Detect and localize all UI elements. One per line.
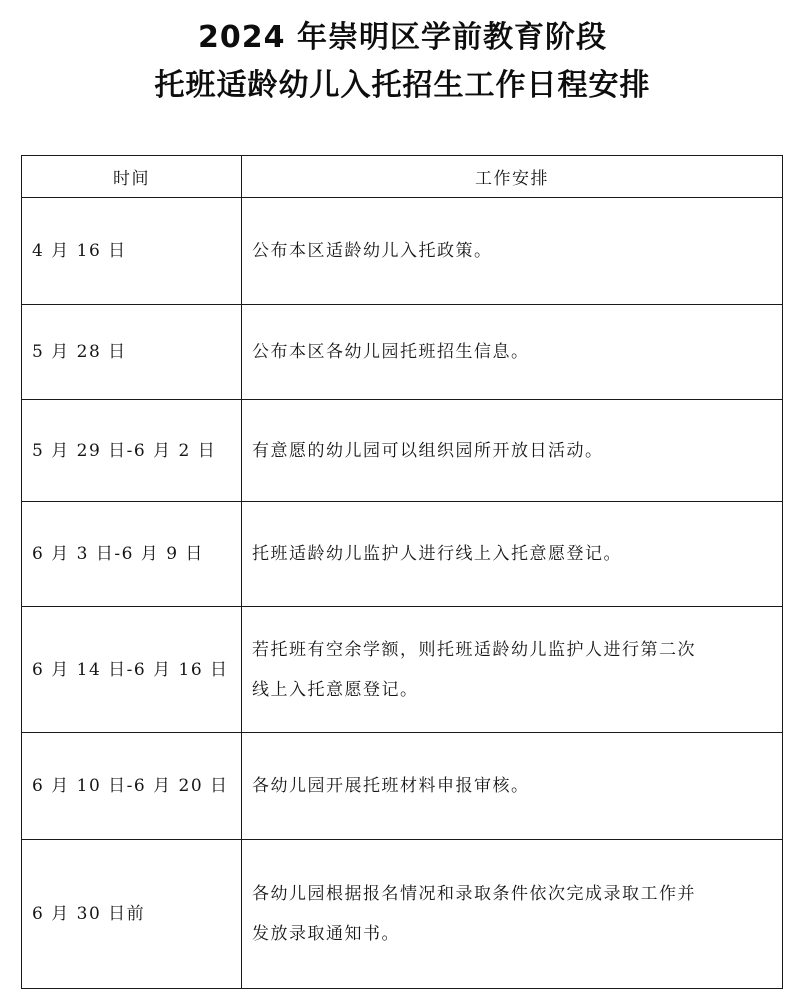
task-line: 公布本区各幼儿园托班招生信息。 bbox=[252, 342, 530, 362]
table-header-row bbox=[22, 156, 783, 198]
task-cell bbox=[242, 607, 783, 733]
time-cell: 6 月 14 日-6 月 16 日 bbox=[22, 607, 242, 733]
time-cell: 6 月 10 日-6 月 20 日 bbox=[22, 733, 242, 840]
task-line: 各幼儿园开展托班材料申报审核。 bbox=[252, 776, 530, 796]
task-line: 线上入托意愿登记。 bbox=[252, 679, 419, 700]
task-line: 若托班有空余学额，则托班适龄幼儿监护人进行第二次 bbox=[252, 639, 696, 660]
title-line-1: 2024 年崇明区学前教育阶段 bbox=[198, 20, 607, 55]
task-line: 有意愿的幼儿园可以组织园所开放日活动。 bbox=[252, 440, 604, 461]
time-cell: 6 月 30 日前 bbox=[22, 840, 242, 989]
task-line: 托班适龄幼儿监护人进行线上入托意愿登记。 bbox=[252, 544, 622, 564]
table-row bbox=[22, 198, 783, 305]
header-time: 时间 bbox=[22, 156, 242, 198]
task-cell bbox=[242, 198, 783, 305]
time-cell: 5 月 28 日 bbox=[22, 305, 242, 400]
task-line: 发放录取通知书。 bbox=[252, 924, 400, 944]
time-cell: 6 月 3 日-6 月 9 日 bbox=[22, 502, 242, 607]
table-row bbox=[22, 607, 783, 733]
task-cell bbox=[242, 305, 783, 400]
time-cell: 4 月 16 日 bbox=[22, 198, 242, 305]
task-line: 公布本区适龄幼儿入托政策。 bbox=[252, 241, 493, 261]
task-cell bbox=[242, 840, 783, 989]
table-row bbox=[22, 840, 783, 989]
time-cell: 5 月 29 日-6 月 2 日 bbox=[22, 400, 242, 502]
task-cell bbox=[242, 733, 783, 840]
document-title bbox=[0, 14, 805, 110]
table-row bbox=[22, 400, 783, 502]
task-line: 各幼儿园根据报名情况和录取条件依次完成录取工作并 bbox=[252, 884, 696, 904]
table-row bbox=[22, 733, 783, 840]
task-cell bbox=[242, 400, 783, 502]
table-row bbox=[22, 502, 783, 607]
title-line-2: 托班适龄幼儿入托招生工作日程安排 bbox=[154, 68, 651, 103]
task-cell bbox=[242, 502, 783, 607]
schedule-table bbox=[21, 155, 783, 989]
table-row bbox=[22, 305, 783, 400]
header-task: 工作安排 bbox=[242, 156, 783, 198]
